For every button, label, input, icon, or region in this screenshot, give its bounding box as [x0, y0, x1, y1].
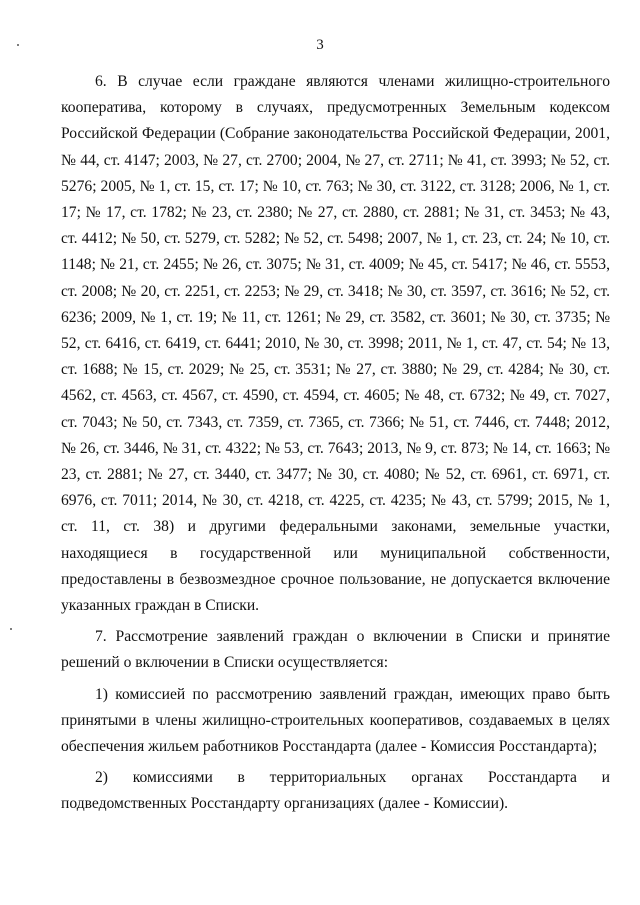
document-body — [61, 69, 610, 818]
scan-mark — [10, 628, 12, 630]
page-number: 3 — [316, 37, 324, 53]
list-item-1: 1) комиссией по рассмотрению заявлений граждан, имеющих право быть принятыми в члены жилищно-строительных кооперативов, создаваемых в целях обеспечения жильем работников Росстандарта (далее - Комиссия Росстандарта); — [61, 685, 610, 756]
paragraph-7: 7. Рассмотрение заявлений граждан о включении в Списки и принятие решений о включении в Списки осуществляется: — [61, 628, 610, 672]
paragraph-6: 6. В случае если граждане являются членами жилищно-строительного кооператива, которому в случаях, предусмотренных Земельным кодексом Российской Федерации (Собрание законодательства Российской Федерации, 2001, № 44, ст. 4147; 2003, № 27, ст. 2700; 2004, № 27, ст. 2711; № 41, ст. 3993; № 52, ст. 5276; 2005, № 1, ст. 15, ст. 17; № 10, ст. 763; № 30, ст. 3122, ст. 3128; 2006, № 1, ст. 17; № 17, ст. 1782; № 23, ст. 2380; № 27, ст. 2880, ст. 2881; № 31, ст. 3453; № 43, ст. 4412; № 50, ст. 5279, ст. 5282; № 52, ст. 5498; 2007, № 1, ст. 23, ст. 24; № 10, ст. 1148; № 21, ст. 2455; № 26, ст. 3075; № 31, ст. 4009; № 45, ст. 5417; № 46, ст. 5553, ст. 2008; № 20, ст. 2251, ст. 2253; № 29, ст. 3418; № 30, ст. 3597, ст. 3616; № 52, ст. 6236; 2009, № 1, ст. 19; № 11, ст. 1261; № 29, ст. 3582, ст. 3601; № 30, ст. 3735; № 52, ст. 6416, ст. 6419, ст. 6441; 2010, № 30, ст. 3998; 2011, № 1, ст. 47, ст. 54; № 13, ст. 1688; № 15, ст. 2029; № 25, ст. 3531; № 27, ст. 3880; № 29, ст. 4284; № 30, ст. 4562, ст. 4563, ст. 4567, ст. 4590, ст. 4594, ст. 4605; № 48, ст. 6732; № 49, ст. 7027, ст. 7043; № 50, ст. 7343, ст. 7359, ст. 7365, ст. 7366; № 51, ст. 7446, ст. 7448; 2012, № 26, ст. 3446, № 31, ст. 4322; № 53, ст. 7643; 2013, № 9, ст. 873; № 14, ст. 1663; № 23, ст. 2881; № 27, ст. 3440, ст. 3477; № 30, ст. 4080; № 52, ст. 6961, ст. 6971, ст. 6976, ст. 7011; 2014, № 30, ст. 4218, ст. 4225, ст. 4235; № 43, ст. 5799; 2015, № 1, ст. 11, ст. 38) и другими федеральными законами, земельные участки, находящиеся в государственной или муниципальной собственности, предоставлены в безвозмездное срочное пользование, не допускается включение указанных граждан в Списки. — [61, 73, 610, 615]
list-item-2: 2) комиссиями в территориальных органах Росстандарта и подведомственных Росстандарту организациях (далее - Комиссии). — [61, 769, 610, 813]
